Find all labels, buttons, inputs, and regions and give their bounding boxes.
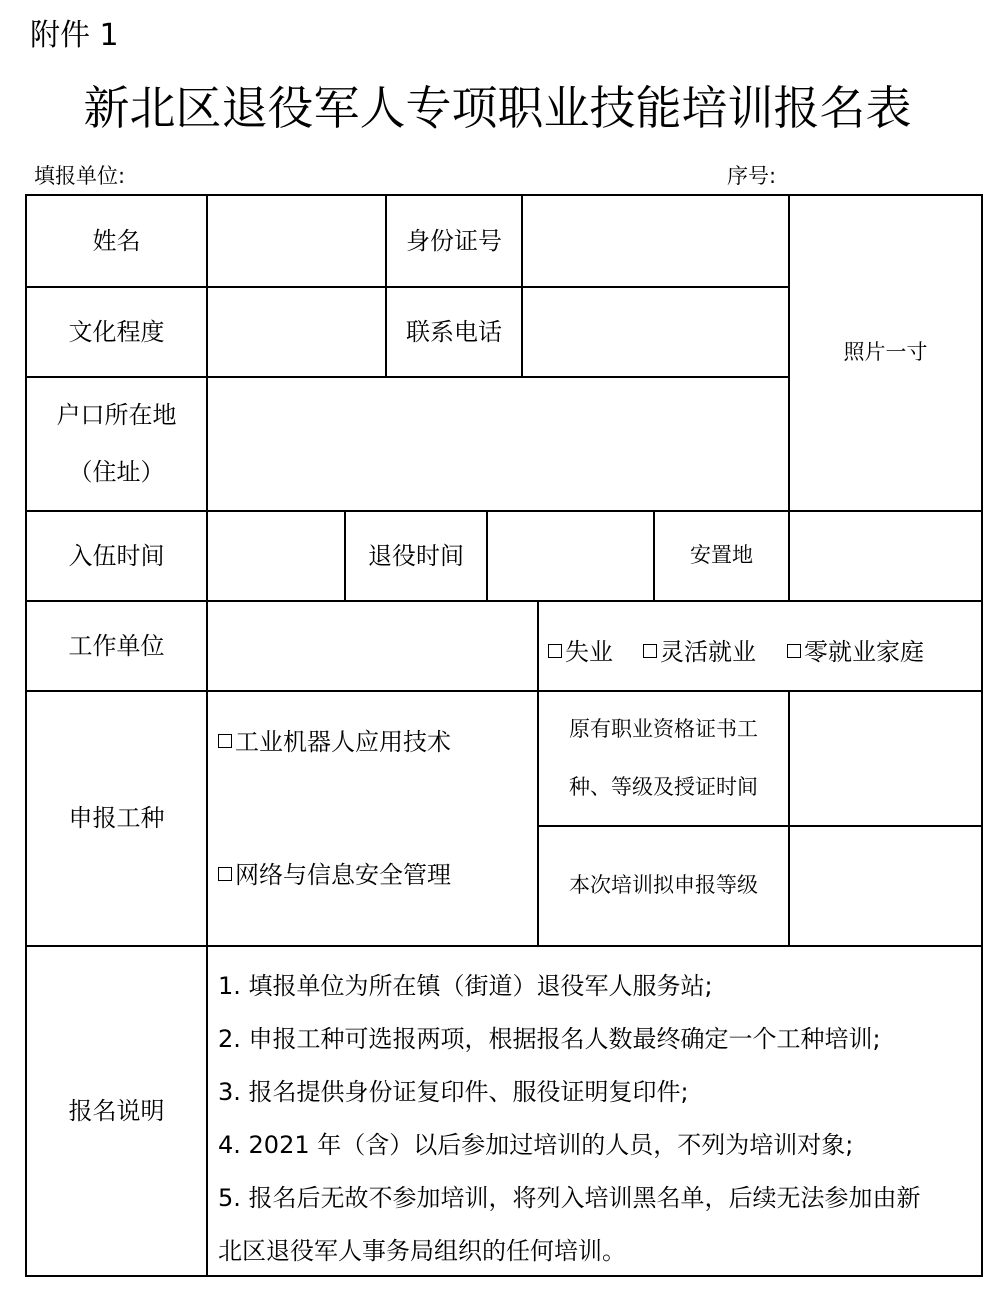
checkbox-icon	[218, 734, 232, 748]
placement-field[interactable]	[790, 512, 981, 600]
notes-label: 报名说明	[68, 1096, 165, 1125]
existing-cert-label	[539, 692, 788, 825]
zero-employment-family-label: 零就业家庭	[804, 638, 924, 666]
retire-date-label: 退役时间	[368, 541, 464, 570]
note-item: 4. 2021 年（含）以后参加过培训的人员，不列为培训对象;	[218, 1131, 854, 1159]
robot-application-label: 工业机器人应用技术	[235, 728, 451, 756]
unemployed-label: 失业	[565, 638, 613, 666]
residence-label-line2: （住址）	[68, 458, 165, 486]
network-security-checkbox[interactable]	[218, 855, 451, 890]
form-title: 新北区退役军人专项职业技能培训报名表	[83, 81, 912, 135]
unemployed-checkbox[interactable]	[548, 632, 613, 667]
note-item: 1. 填报单位为所在镇（街道）退役军人服务站;	[218, 972, 713, 1000]
residence-label-line1: 户口所在地	[56, 401, 177, 430]
flexible-employment-label: 灵活就业	[660, 638, 756, 666]
apply-level-field[interactable]	[790, 827, 981, 945]
apply-level-label: 本次培训拟申报等级	[569, 873, 758, 898]
existing-cert-field[interactable]	[790, 692, 981, 825]
id-number-field[interactable]	[523, 196, 788, 286]
photo-placeholder: 照片一寸	[843, 340, 928, 365]
education-label: 文化程度	[68, 317, 165, 346]
checkbox-icon	[787, 644, 801, 658]
fill-unit-label: 填报单位:	[34, 164, 126, 188]
phone-field[interactable]	[523, 288, 788, 376]
note-item: 北区退役军人事务局组织的任何培训。	[218, 1237, 626, 1265]
existing-cert-line1: 原有职业资格证书工	[569, 717, 758, 742]
name-field[interactable]	[208, 196, 385, 286]
enlist-date-label: 入伍时间	[68, 541, 165, 570]
work-unit-field[interactable]	[208, 602, 537, 690]
placement-label: 安置地	[690, 543, 753, 568]
attachment-label: 附件 1	[30, 18, 119, 53]
zero-employment-family-checkbox[interactable]	[787, 632, 924, 667]
retire-date-field[interactable]	[488, 512, 653, 600]
phone-label: 联系电话	[406, 317, 502, 346]
enlist-date-field[interactable]	[208, 512, 344, 600]
network-security-label: 网络与信息安全管理	[235, 861, 451, 889]
note-item: 2. 申报工种可选报两项，根据报名人数最终确定一个工种培训;	[218, 1025, 881, 1053]
residence-label	[27, 378, 206, 510]
serial-number-label: 序号:	[727, 164, 777, 188]
id-number-label: 身份证号	[406, 226, 502, 255]
job-type-label: 申报工种	[68, 804, 165, 833]
flexible-employment-checkbox[interactable]	[643, 632, 756, 667]
note-item: 3. 报名提供身份证复印件、服役证明复印件;	[218, 1078, 689, 1106]
robot-application-checkbox[interactable]	[218, 722, 451, 757]
notes-list	[218, 960, 978, 1278]
education-field[interactable]	[208, 288, 385, 376]
checkbox-icon	[548, 644, 562, 658]
existing-cert-line2: 种、等级及授证时间	[569, 774, 758, 799]
work-unit-label: 工作单位	[68, 631, 165, 660]
checkbox-icon	[218, 867, 232, 881]
residence-field[interactable]	[208, 378, 788, 510]
checkbox-icon	[643, 644, 657, 658]
note-item: 5. 报名后无故不参加培训，将列入培训黑名单，后续无法参加由新	[218, 1184, 921, 1212]
name-label: 姓名	[92, 226, 141, 255]
